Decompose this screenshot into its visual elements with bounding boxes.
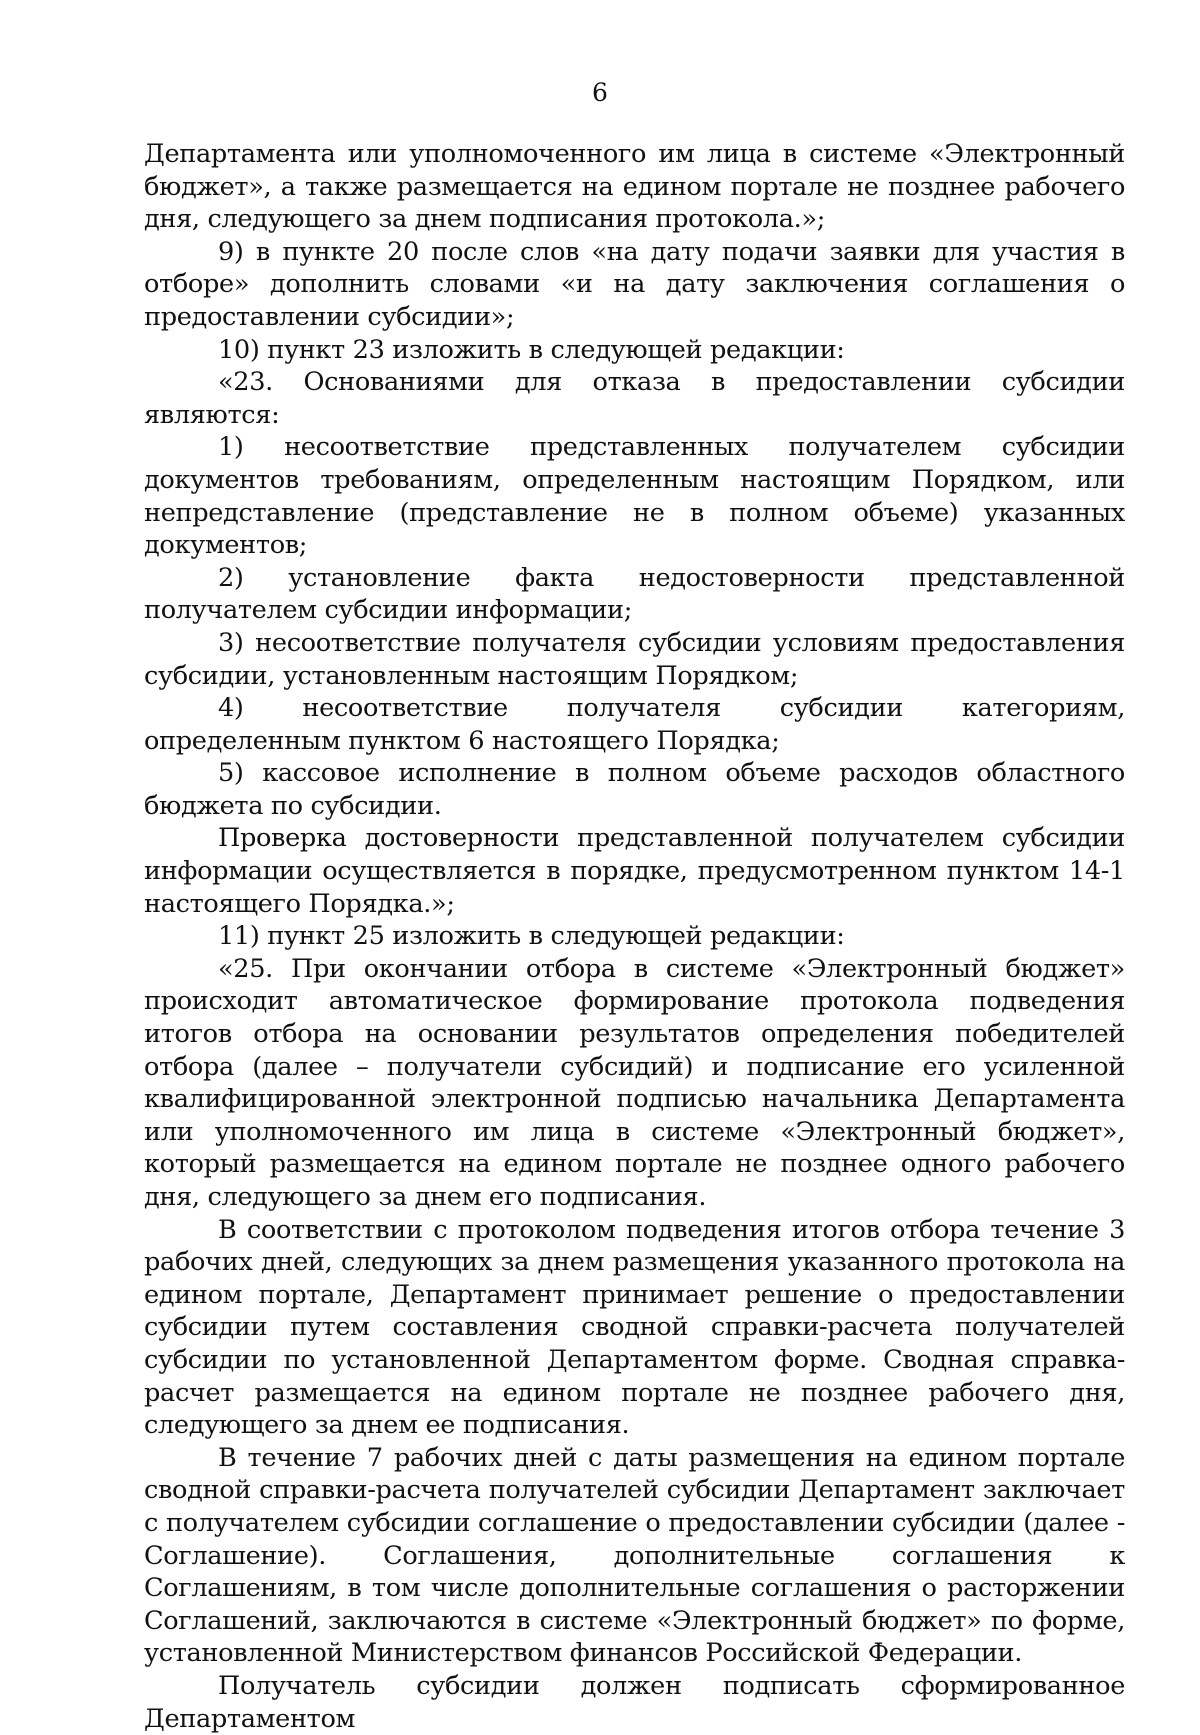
paragraph: 4) несоответствие получателя субсидии категориям, определенным пунктом 6 настоящего Порядка; bbox=[144, 693, 1125, 756]
paragraph: Проверка достоверности представленной получателем субсидии информации осуществляется в порядке, предусмотренном пунктом 14-1 настоящего Порядка.»; bbox=[144, 823, 1125, 919]
paragraph: Получатель субсидии должен подписать сформированное Департаментом bbox=[144, 1670, 1125, 1734]
paragraph: В течение 7 рабочих дней с даты размещения на едином портале сводной справки-расчета получателей субсидии Департамент заключает с получателем субсидии соглашение о предоставлении субсидии (далее - Соглашение). Соглашения, дополнительные соглашения к Соглашениям, в том числе дополнительные соглашения о расторжении Соглашений, заключаются в системе «Электронный бюджет» по форме, установленной Министерством финансов Российской Федерации. bbox=[144, 1442, 1125, 1669]
paragraph: 2) установление факта недостоверности представленной получателем субсидии информации; bbox=[144, 562, 1125, 626]
paragraph: Департамента или уполномоченного им лица в системе «Электронный бюджет», а также размещается на едином портале не позднее рабочего дня, следующего за днем подписания протокола.»; bbox=[144, 139, 1125, 235]
paragraph: 11) пункт 25 изложить в следующей редакции: bbox=[218, 921, 845, 952]
paragraph: 3) несоответствие получателя субсидии условиям предоставления субсидии, установленным настоящим Порядком; bbox=[144, 627, 1125, 691]
paragraph: 9) в пункте 20 после слов «на дату подачи заявки для участия в отборе» дополнить словами «и на дату заключения соглашения о предоставлении субсидии»; bbox=[144, 236, 1125, 332]
paragraph: 10) пункт 23 изложить в следующей редакции: bbox=[218, 334, 845, 365]
paragraph: В соответствии с протоколом подведения итогов отбора течение 3 рабочих дней, следующих за днем размещения указанного протокола на едином портале, Департамент принимает решение о предоставлении субсидии путем составления сводной справки-расчета получателей субсидии по установленной Департаментом форме. Сводная справка-расчет размещается на едином портале не позднее рабочего дня, следующего за днем ее подписания. bbox=[144, 1214, 1125, 1441]
page-number: 6 bbox=[592, 78, 608, 107]
paragraph: «25. При окончании отбора в системе «Электронный бюджет» происходит автоматическое формирование протокола подведения итогов отбора на основании результатов определения победителей отбора (далее – получатели субсидий) и подписание его усиленной квалифицированной электронной подписью начальника Департамента или уполномоченного им лица в системе «Электронный бюджет», который размещается на едином портале не позднее одного рабочего дня, следующего за днем его подписания. bbox=[144, 953, 1125, 1212]
paragraph: 5) кассовое исполнение в полном объеме расходов областного бюджета по субсидии. bbox=[144, 758, 1125, 821]
paragraph: 1) несоответствие представленных получателем субсидии документов требованиям, определенным настоящим Порядком, или непредставление (представление не в полном объеме) указанных документов; bbox=[144, 432, 1125, 561]
document-body bbox=[144, 138, 1125, 1735]
paragraph: «23. Основаниями для отказа в предоставлении субсидии являются: bbox=[144, 367, 1125, 430]
